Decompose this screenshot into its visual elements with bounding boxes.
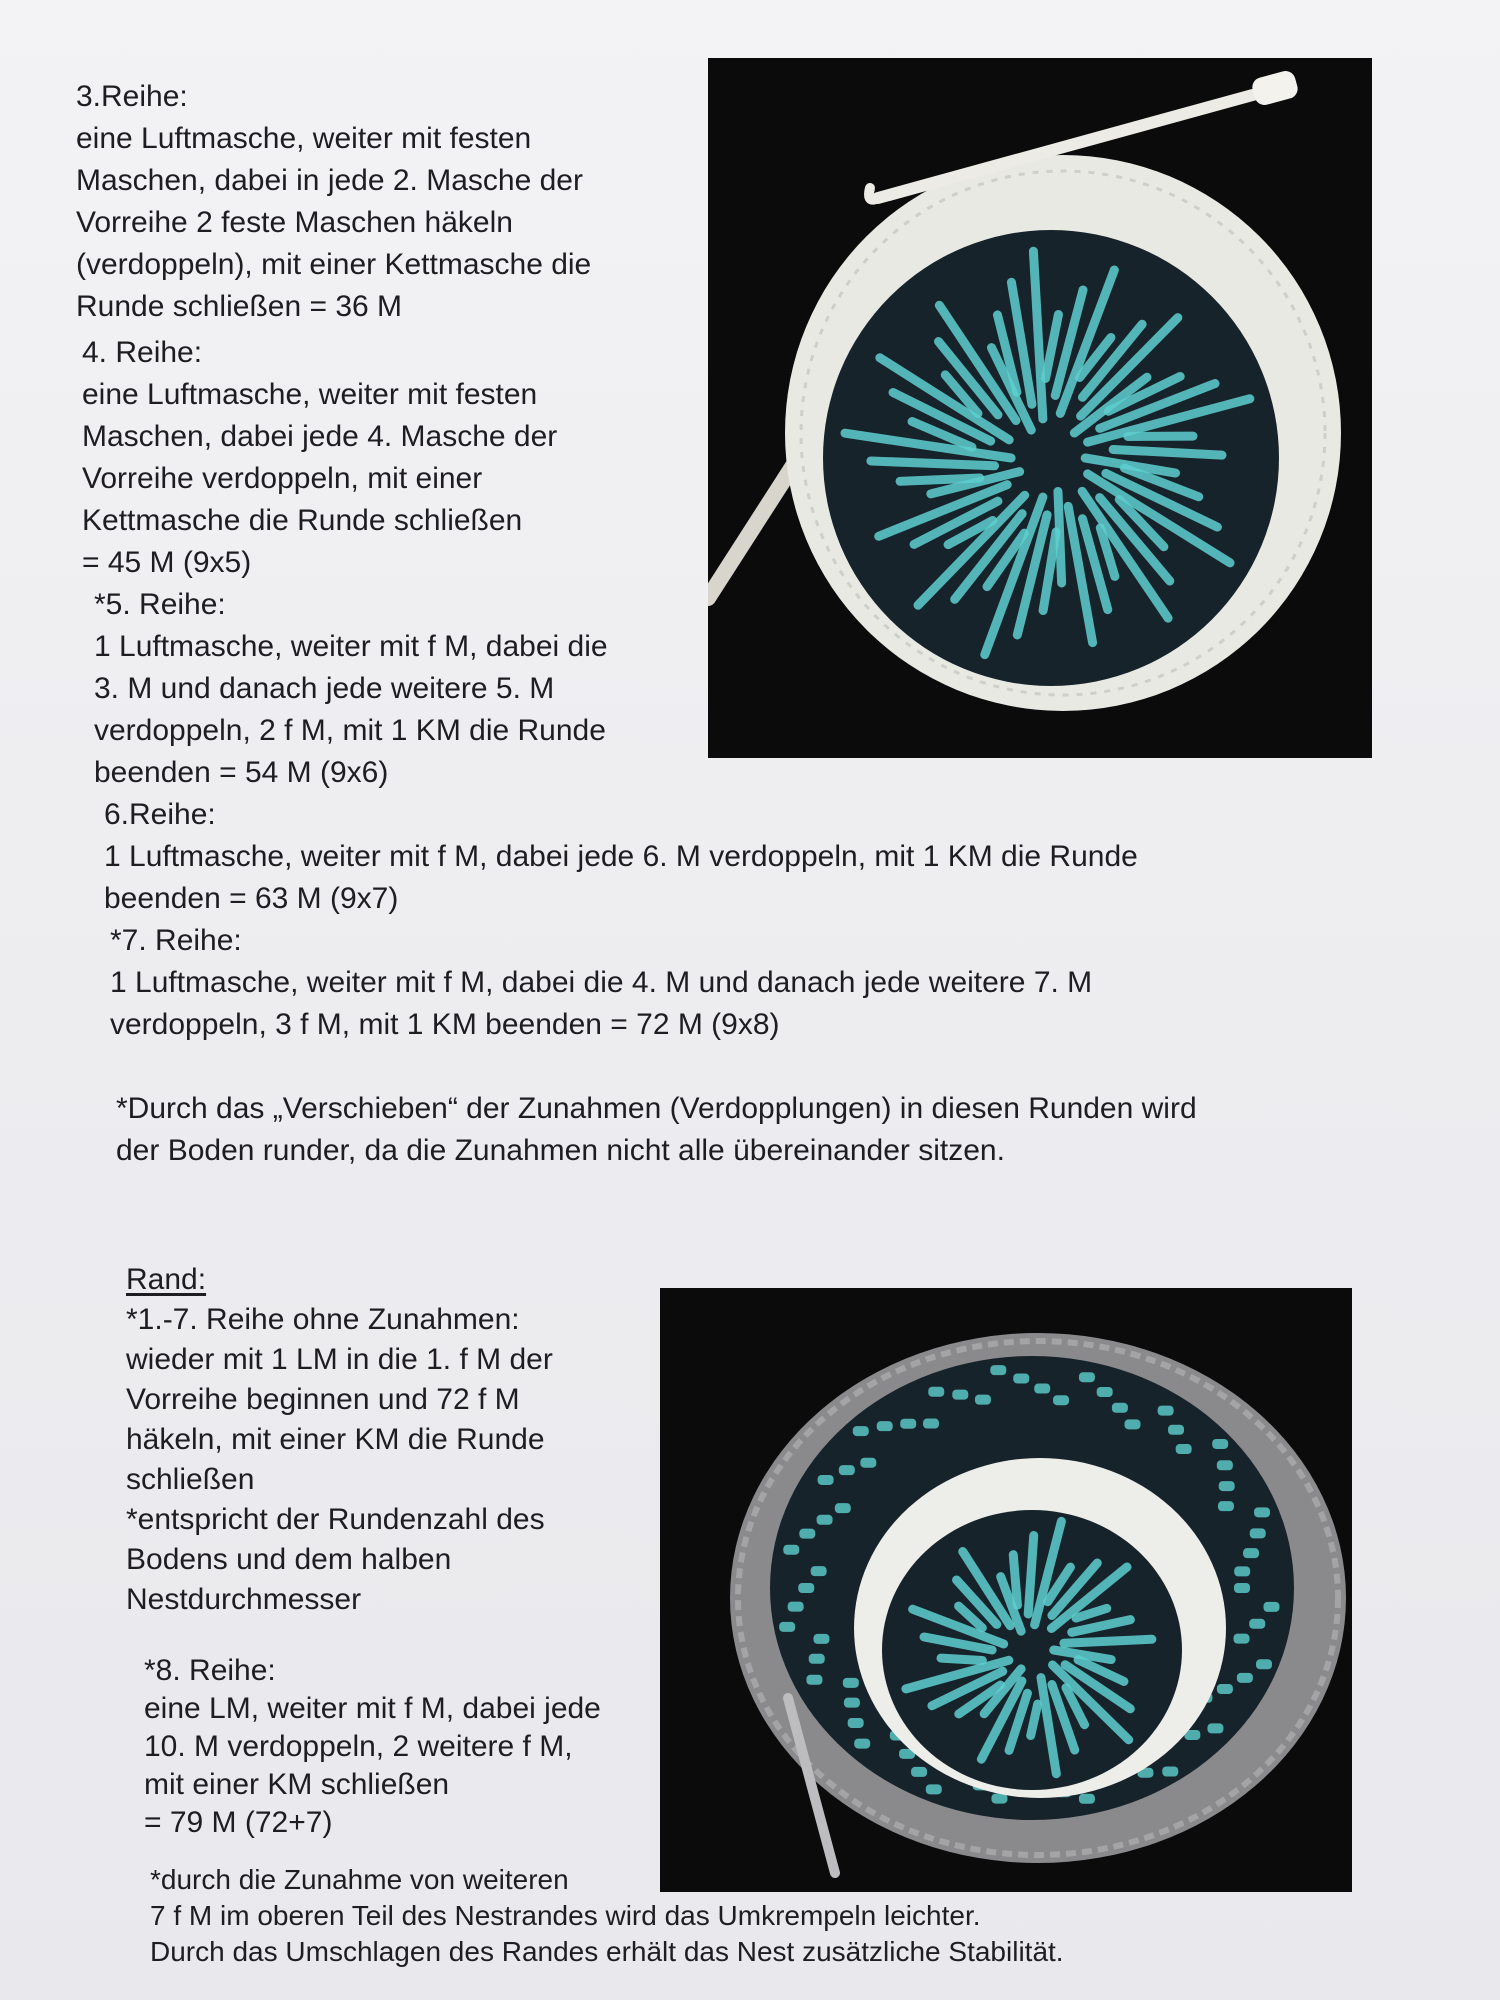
yarn-stitch xyxy=(1013,1373,1029,1383)
row-3-line: Runde schließen = 36 M xyxy=(76,290,403,323)
yarn-stitch xyxy=(1158,1406,1174,1416)
note-line: der Boden runder, da die Zunahmen nicht alle übereinander sitzen. xyxy=(116,1134,1005,1167)
yarn-stitch xyxy=(1219,1481,1235,1491)
row-3-title: 3.Reihe: xyxy=(76,80,188,113)
yarn-stitch xyxy=(1234,1634,1250,1644)
yarn-stitch xyxy=(975,1395,991,1405)
yarn-stitch xyxy=(900,1419,916,1429)
yarn-stitch xyxy=(1168,1425,1184,1435)
row-5-instructions xyxy=(94,584,608,794)
row-5-title: *5. Reihe: xyxy=(94,588,226,621)
yarn-stitch xyxy=(1125,1419,1141,1429)
yarn-stitch xyxy=(1207,1723,1223,1733)
yarn-stitch xyxy=(818,1475,834,1485)
yarn-stitch xyxy=(1243,1548,1259,1558)
row-7-line: verdoppeln, 3 f M, mit 1 KM beenden = 72 M (9x8) xyxy=(110,1008,780,1041)
yarn-stitch xyxy=(798,1583,814,1593)
rand-line: Nestdurchmesser xyxy=(126,1583,362,1616)
row-4-line: Maschen, dabei jede 4. Masche der xyxy=(82,420,558,453)
yarn-stitch xyxy=(1053,1395,1069,1405)
yarn-stitch xyxy=(811,1566,827,1576)
row-5-line: verdoppeln, 2 f M, mit 1 KM die Runde xyxy=(94,714,606,747)
rand-line: Vorreihe beginnen und 72 f M xyxy=(126,1383,520,1416)
yarn-stitch xyxy=(1217,1684,1233,1694)
yarn-stitch xyxy=(926,1784,942,1794)
yarn-stitch xyxy=(835,1503,851,1513)
note-line: 7 f M im oberen Teil des Nestrandes wird das Umkrempeln leichter. xyxy=(150,1900,981,1931)
crochet-base-photo xyxy=(708,58,1372,758)
yarn-stitch xyxy=(839,1465,855,1475)
row-4-line: eine Luftmasche, weiter mit festen xyxy=(82,378,538,411)
yarn-stitch xyxy=(1162,1767,1178,1777)
row-3-instructions xyxy=(76,76,591,328)
yarn-stitch xyxy=(1249,1619,1265,1629)
rand-instructions xyxy=(126,1260,553,1620)
yarn-stitch xyxy=(1212,1439,1228,1449)
yarn-stitch xyxy=(877,1421,893,1431)
row-8-line: mit einer KM schließen xyxy=(144,1768,450,1801)
note-line: Durch das Umschlagen des Randes erhält das Nest zusätzliche Stabilität. xyxy=(150,1936,1064,1967)
rand-line: wieder mit 1 LM in die 1. f M der xyxy=(126,1343,553,1376)
yarn-stitch xyxy=(843,1678,859,1688)
yarn-stitch xyxy=(923,1419,939,1429)
rand-line: *1.-7. Reihe ohne Zunahmen: xyxy=(126,1303,520,1336)
yarn-stitch xyxy=(941,1658,982,1660)
row-7-line: 1 Luftmasche, weiter mit f M, dabei die 4. M und danach jede weitere 7. M xyxy=(110,966,1093,999)
row-4-line: = 45 M (9x5) xyxy=(82,546,252,579)
note-line: *Durch das „Verschieben“ der Zunahmen (Verdopplungen) in diesen Runden wird xyxy=(116,1092,1197,1125)
rand-line: *entspricht der Rundenzahl des xyxy=(126,1503,545,1536)
row-3-line: (verdoppeln), mit einer Kettmasche die xyxy=(76,248,592,281)
yarn-stitch xyxy=(1079,1794,1095,1804)
row-4-line: Kettmasche die Runde schließen xyxy=(82,504,523,537)
crochet-base-illustration xyxy=(708,58,1372,758)
yarn-stitch xyxy=(911,1767,927,1777)
yarn-stitch xyxy=(1263,1602,1279,1612)
yarn-stitch xyxy=(799,1529,815,1539)
row-6-title: 6.Reihe: xyxy=(104,798,216,831)
yarn-stitch xyxy=(788,1602,804,1612)
yarn-stitch xyxy=(848,1718,864,1728)
note-line: *durch die Zunahme von weiteren xyxy=(150,1864,569,1895)
crochet-nest-illustration xyxy=(660,1288,1352,1892)
yarn-stitch xyxy=(1013,1555,1017,1606)
row-8-line: 10. M verdoppeln, 2 weitere f M, xyxy=(144,1730,573,1763)
yarn-stitch xyxy=(844,1698,860,1708)
row-4-title: 4. Reihe: xyxy=(82,336,203,369)
rand-line: schließen xyxy=(126,1463,255,1496)
rand-line: Bodens und dem halben xyxy=(126,1543,452,1576)
row-8-instructions xyxy=(144,1652,601,1842)
yarn-stitch xyxy=(1256,1659,1272,1669)
yarn-stitch xyxy=(1234,1566,1250,1576)
yarn-stitch xyxy=(783,1545,799,1555)
rand-title: Rand: xyxy=(126,1263,207,1296)
yarn-stitch xyxy=(1250,1528,1266,1538)
row-6-instructions xyxy=(104,794,1138,920)
yarn-stitch xyxy=(1234,1583,1250,1593)
yarn-stitch xyxy=(1112,1403,1128,1413)
yarn-stitch xyxy=(1176,1444,1192,1454)
yarn-stitch xyxy=(952,1390,968,1400)
row-8-line: = 79 M (72+7) xyxy=(144,1806,333,1839)
row-3-line: Maschen, dabei in jede 2. Masche der xyxy=(76,164,583,197)
rand-line: häkeln, mit einer KM die Runde xyxy=(126,1423,545,1456)
row-8-title: *8. Reihe: xyxy=(144,1654,276,1687)
row-7-title: *7. Reihe: xyxy=(110,924,242,957)
yarn-stitch xyxy=(1097,1387,1113,1397)
yarn-stitch xyxy=(813,1634,829,1644)
row-8-line: eine LM, weiter mit f M, dabei jede xyxy=(144,1692,601,1725)
row-7-instructions xyxy=(110,920,1092,1046)
yarn-stitch xyxy=(853,1426,869,1436)
row-5-line: 3. M und danach jede weitere 5. M xyxy=(94,672,555,705)
yarn-stitch xyxy=(900,478,980,481)
yarn-stitch xyxy=(1034,1384,1050,1394)
row-5-line: 1 Luftmasche, weiter mit f M, dabei die xyxy=(94,630,608,663)
row-3-line: Vorreihe 2 feste Maschen häkeln xyxy=(76,206,513,239)
yarn-stitch xyxy=(779,1622,795,1632)
row-6-line: 1 Luftmasche, weiter mit f M, dabei jede 6. M verdoppeln, mit 1 KM die Runde xyxy=(104,840,1138,873)
yarn-stitch xyxy=(1113,449,1222,455)
yarn-stitch xyxy=(1217,1460,1233,1470)
yarn-stitch xyxy=(1218,1501,1234,1511)
crochet-nest-photo xyxy=(660,1288,1352,1892)
yarn-stitch xyxy=(928,1387,944,1397)
yarn-stitch xyxy=(1079,1372,1095,1382)
row-6-line: beenden = 63 M (9x7) xyxy=(104,882,399,915)
row-4-line: Vorreihe verdoppeln, mit einer xyxy=(82,462,483,495)
row-4-instructions xyxy=(82,332,557,584)
row-3-line: eine Luftmasche, weiter mit festen xyxy=(76,122,532,155)
yarn-stitch xyxy=(991,1794,1007,1804)
increase-shift-note xyxy=(116,1088,1197,1172)
yarn-stitch xyxy=(817,1515,833,1525)
yarn-stitch xyxy=(990,1365,1006,1375)
yarn-stitch xyxy=(1237,1673,1253,1683)
yarn-stitch xyxy=(1064,1639,1152,1643)
yarn-stitch xyxy=(806,1675,822,1685)
yarn-stitch xyxy=(1254,1507,1270,1517)
yarn-stitch xyxy=(860,1458,876,1468)
yarn-stitch xyxy=(871,461,995,466)
row-5-line: beenden = 54 M (9x6) xyxy=(94,756,389,789)
yarn-stitch xyxy=(1028,1535,1034,1613)
yarn-stitch xyxy=(854,1739,870,1749)
yarn-stitch xyxy=(809,1654,825,1664)
